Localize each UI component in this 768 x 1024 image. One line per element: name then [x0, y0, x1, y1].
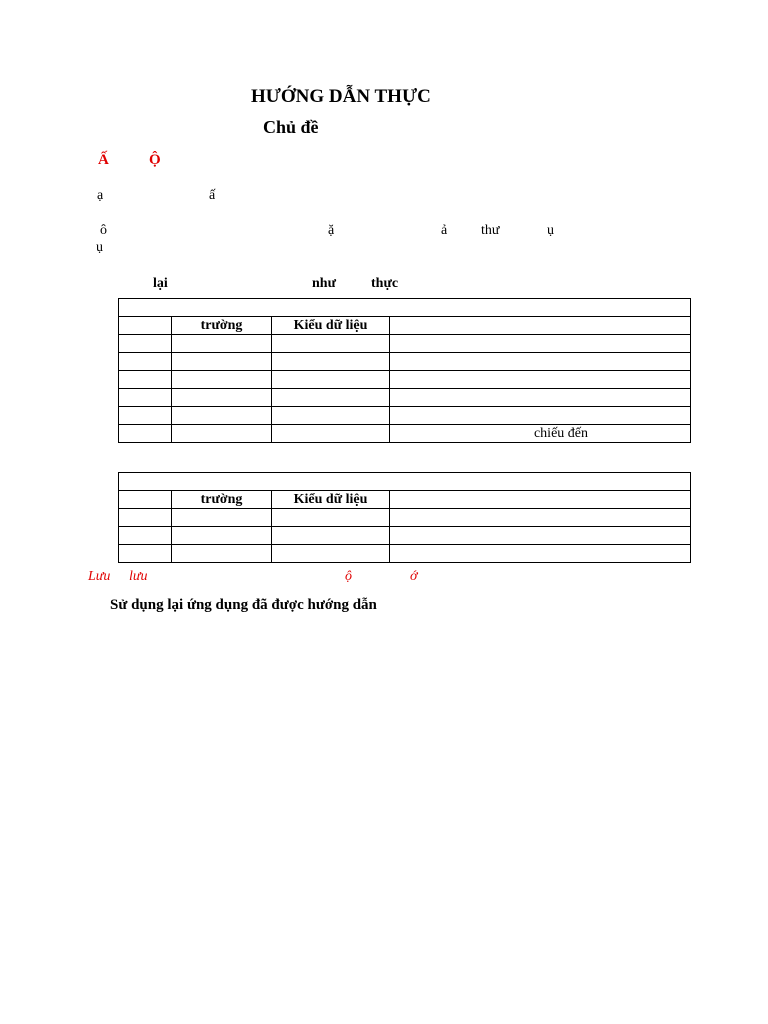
table-cell — [119, 509, 172, 527]
table-cell — [119, 407, 172, 425]
document-title: HƯỚNG DẪN THỰC — [251, 86, 431, 107]
table-cell — [172, 371, 272, 389]
data-table-1 — [118, 298, 691, 443]
table-cell — [272, 371, 390, 389]
header-cell-description — [390, 491, 691, 509]
table-title-cell — [119, 473, 691, 491]
table-cell — [119, 425, 172, 443]
paragraph1-fragment-a: ạ — [97, 188, 104, 203]
section-heading-part-b: Ộ — [149, 152, 161, 168]
table-cell — [172, 509, 272, 527]
table-cell — [172, 389, 272, 407]
table-cell — [390, 389, 691, 407]
table-cell — [390, 509, 691, 527]
table-cell — [172, 407, 272, 425]
paragraph2-fragment-a: ô — [100, 223, 107, 238]
header-cell-description — [390, 317, 691, 335]
table-cell-reference: chiếu đến — [390, 425, 691, 443]
table-title-cell — [119, 299, 691, 317]
table-caption-fragment-b: như — [312, 276, 336, 291]
table-cell — [272, 425, 390, 443]
header-cell — [119, 317, 172, 335]
table-cell — [390, 335, 691, 353]
note-fragment-b: lưu — [129, 569, 148, 584]
table-cell — [272, 353, 390, 371]
paragraph1-fragment-b: ấ — [209, 188, 216, 203]
table-cell — [119, 389, 172, 407]
table-cell — [272, 407, 390, 425]
table-row — [119, 527, 691, 545]
document-subtitle: Chủ đề — [263, 117, 319, 137]
header-cell-datatype: Kiểu dữ liệu — [272, 491, 390, 509]
table-cell — [272, 509, 390, 527]
table-cell — [119, 371, 172, 389]
table-cell — [272, 335, 390, 353]
table-cell — [172, 335, 272, 353]
note-fragment-a: Lưu — [88, 569, 111, 584]
table-cell — [272, 527, 390, 545]
table-cell — [390, 407, 691, 425]
table-cell — [172, 353, 272, 371]
paragraph2-fragment-c: ả — [441, 223, 448, 238]
table-row — [119, 335, 691, 353]
note-fragment-c: ộ — [345, 569, 352, 584]
paragraph2-fragment-e: ụ — [547, 223, 554, 238]
table-cell — [390, 353, 691, 371]
table-cell — [119, 353, 172, 371]
table-title-row — [119, 473, 691, 491]
table-cell — [172, 527, 272, 545]
table-header-row — [119, 317, 691, 335]
table-cell — [390, 545, 691, 563]
table-row — [119, 545, 691, 563]
paragraph2-fragment-d: thư — [481, 223, 500, 238]
table-row — [119, 389, 691, 407]
table-cell — [272, 389, 390, 407]
table-row — [119, 509, 691, 527]
table-row — [119, 371, 691, 389]
table-row — [119, 425, 691, 443]
table-cell — [172, 425, 272, 443]
paragraph2-fragment-b: ặ — [328, 223, 335, 238]
table-title-row — [119, 299, 691, 317]
table-cell — [390, 371, 691, 389]
table-cell — [172, 545, 272, 563]
table-row — [119, 407, 691, 425]
header-cell — [119, 491, 172, 509]
data-table-2 — [118, 472, 691, 563]
table-cell — [390, 527, 691, 545]
table-cell — [119, 335, 172, 353]
footer-instruction: Sử dụng lại ứng dụng đã được hướng dẫn — [110, 597, 377, 613]
table-cell — [272, 545, 390, 563]
paragraph2-fragment-f: ụ — [96, 240, 103, 255]
header-cell-field: trường — [172, 491, 272, 509]
table-header-row — [119, 491, 691, 509]
table-caption-fragment-a: lại — [153, 276, 168, 291]
note-fragment-d: ớ — [410, 569, 418, 584]
header-cell-datatype: Kiểu dữ liệu — [272, 317, 390, 335]
header-cell-field: trường — [172, 317, 272, 335]
table-cell — [119, 527, 172, 545]
table-cell — [119, 545, 172, 563]
table-row — [119, 353, 691, 371]
section-heading-part-a: Ấ — [98, 152, 109, 168]
table-caption-fragment-c: thực — [371, 276, 399, 291]
